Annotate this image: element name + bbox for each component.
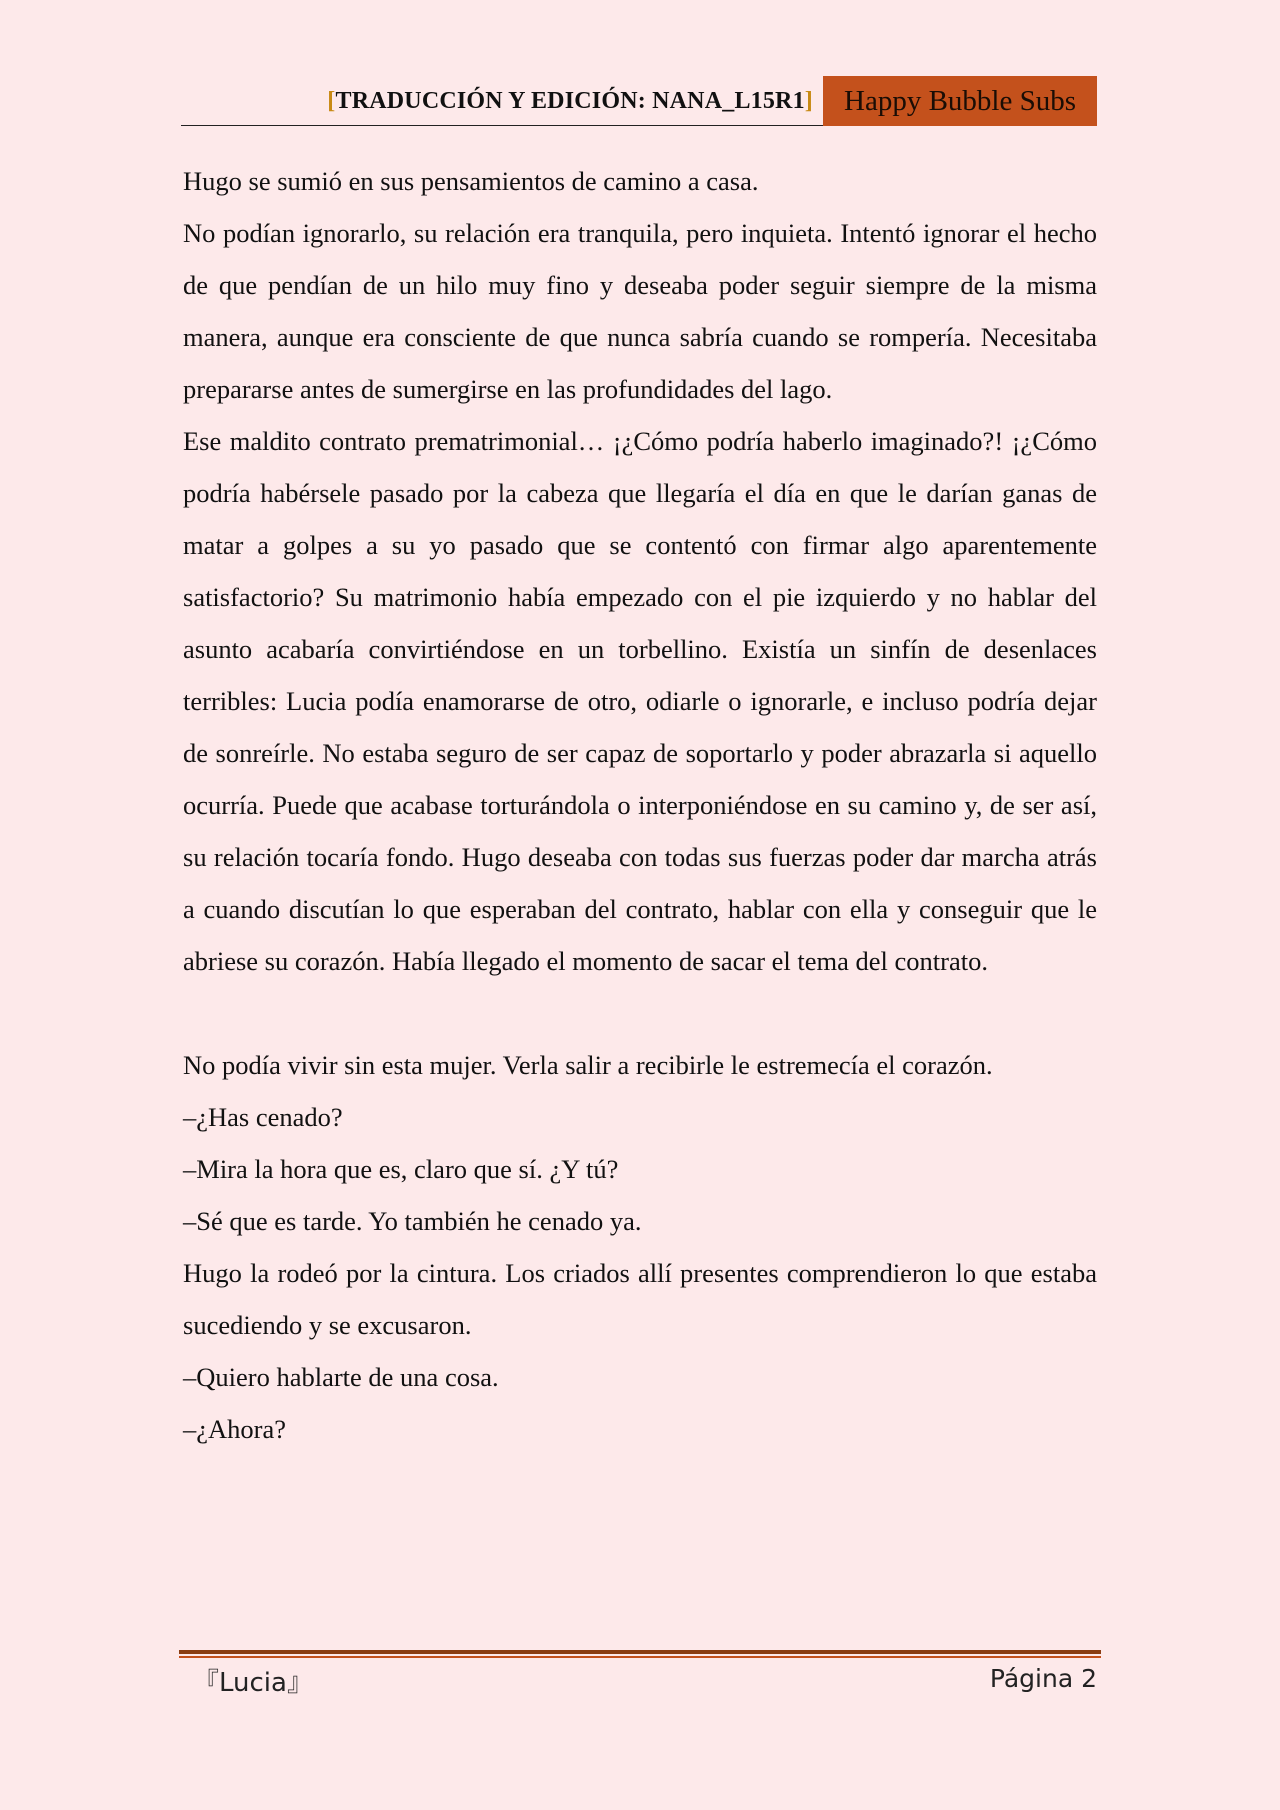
- paragraph: Ese maldito contrato prematrimonial… ¡¿Cómo podría haberlo imaginado?! ¡¿Cómo podría habérsele pasado por la cabeza que llegaría el día en que le darían ganas de matar a golpes a su yo pasado que se contentó con firmar algo aparentemente satisfactorio? Su matrimonio había empezado con el pie izquierdo y no hablar del asunto acabaría convirtiéndose en un torbellino. Existía un sinfín de desenlaces terribles: Lucia podía enamorarse de otro, odiarle o ignorarle, e incluso podría dejar de sonreírle. No estaba seguro de ser capaz de soportarlo y poder abrazarla si aquello ocurría. Puede que acabase torturándola o interponiéndose en su camino y, de ser así, su relación tocaría fondo. Hugo deseaba con todas sus fuerzas poder dar marcha atrás a cuando discutían lo que esperaban del contrato, hablar con ella y conseguir que le abriese su corazón. Había llegado el momento de sacar el tema del contrato.: [183, 426, 1097, 976]
- dialogue-line: –Mira la hora que es, claro que sí. ¿Y tú?: [183, 1154, 619, 1184]
- paragraph: No podía vivir sin esta mujer. Verla salir a recibirle le estremecía el corazón.: [183, 1050, 993, 1080]
- paragraph-spacer: [183, 987, 1097, 1039]
- dialogue-line: –¿Ahora?: [183, 1414, 286, 1444]
- dialogue-line: –¿Has cenado?: [183, 1102, 343, 1132]
- footer-divider-thick: [179, 1650, 1101, 1654]
- credit-bracket-close: ]: [804, 88, 813, 114]
- page-header: [181, 74, 1097, 126]
- dialogue-line: –Quiero hablarte de una cosa.: [183, 1362, 499, 1392]
- page-number: Página 2: [989, 1664, 1097, 1693]
- dialogue-line: –Sé que es tarde. Yo también he cenado ya.: [183, 1206, 642, 1236]
- body-text: [183, 155, 1097, 1455]
- footer-divider-thin: [179, 1656, 1101, 1658]
- paragraph: No podían ignorarlo, su relación era tranquila, pero inquieta. Intentó ignorar el hecho de que pendían de un hilo muy fino y deseaba poder seguir siempre de la misma manera, aunque era consciente de que nunca sabría cuando se rompería. Necesitaba prepararse antes de sumergirse en las profundidades del lago.: [183, 218, 1097, 404]
- paragraph: Hugo se sumió en sus pensamientos de camino a casa.: [183, 166, 759, 196]
- paragraph: Hugo la rodeó por la cintura. Los criados allí presentes comprendieron lo que estaba sucediendo y se excusaron.: [183, 1258, 1097, 1340]
- header-divider: [181, 125, 823, 126]
- group-name-badge: Happy Bubble Subs: [823, 76, 1097, 126]
- book-title: 『Lucia』: [193, 1668, 313, 1698]
- credit-bracket-open: [: [327, 88, 336, 114]
- translation-credit: [327, 88, 813, 115]
- credit-text: TRADUCCIÓN Y EDICIÓN: NANA_L15R1: [335, 88, 805, 114]
